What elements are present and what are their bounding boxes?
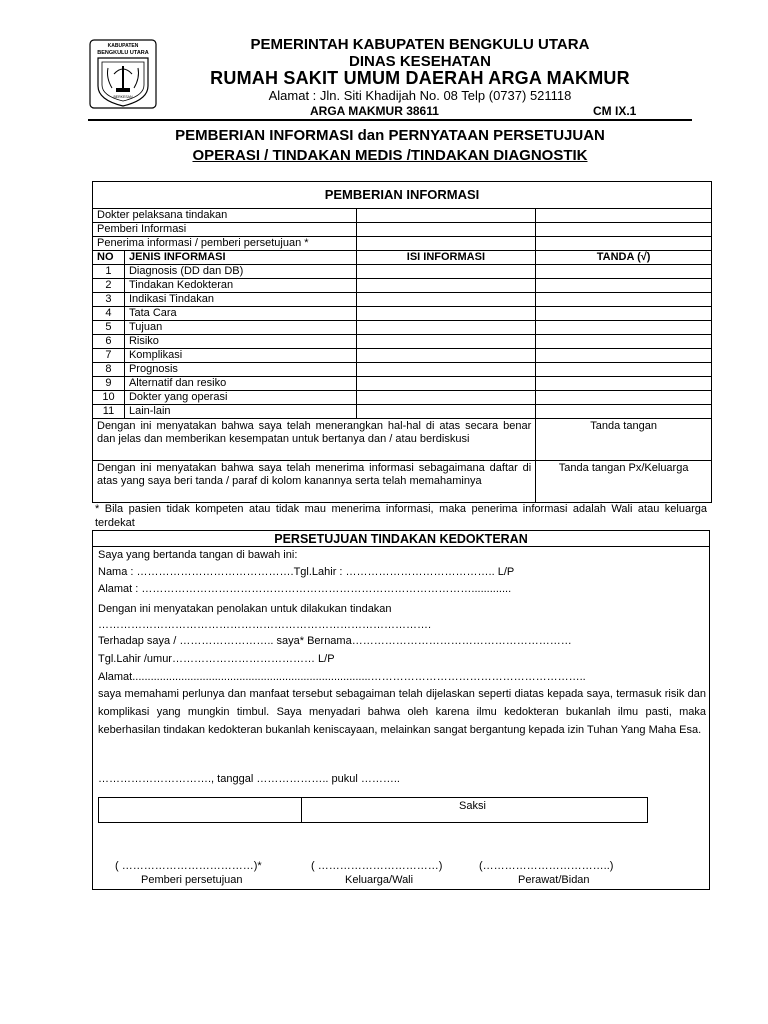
row-isi-cell[interactable] xyxy=(356,293,536,307)
header-line-2: DINAS KESEHATAN xyxy=(349,53,491,70)
table-row xyxy=(93,391,712,405)
row-number: 10 xyxy=(93,391,125,405)
address-field[interactable]: Alamat : ………………………………………………………………………………............. xyxy=(98,583,512,595)
table-row xyxy=(93,335,712,349)
row-isi-cell[interactable] xyxy=(356,307,536,321)
row-tanda-cell[interactable] xyxy=(536,377,712,391)
field-value[interactable] xyxy=(356,223,536,237)
row-label: Tujuan xyxy=(124,321,356,335)
patient-signature-label: Tanda tangan Px/Keluarga xyxy=(536,461,712,503)
document-title-2: OPERASI / TINDAKAN MEDIS /TINDAKAN DIAGNOSTIK xyxy=(192,147,588,164)
row-label: Tindakan Kedokteran xyxy=(124,279,356,293)
row-label: Risiko xyxy=(124,335,356,349)
row-isi-cell[interactable] xyxy=(356,377,536,391)
row-label: Komplikasi xyxy=(124,349,356,363)
table-row xyxy=(93,377,712,391)
column-header-tanda: TANDA (√) xyxy=(536,251,712,265)
patient-address-field[interactable]: Alamat..............................................................................………………………………………………….. xyxy=(98,671,586,683)
signature-nurse-label: Perawat/Bidan xyxy=(518,874,590,886)
row-isi-cell[interactable] xyxy=(356,335,536,349)
row-tanda-cell[interactable] xyxy=(536,391,712,405)
row-number: 6 xyxy=(93,335,125,349)
row-isi-cell[interactable] xyxy=(356,391,536,405)
row-tanda-cell[interactable] xyxy=(536,265,712,279)
row-tanda-cell[interactable] xyxy=(536,279,712,293)
row-label: Tata Cara xyxy=(124,307,356,321)
row-tanda-cell[interactable] xyxy=(536,321,712,335)
row-tanda-cell[interactable] xyxy=(536,349,712,363)
row-label: Alternatif dan resiko xyxy=(124,377,356,391)
row-label: Dokter yang operasi xyxy=(124,391,356,405)
hospital-address: Alamat : Jln. Siti Khadijah No. 08 Telp (0737) 521118 xyxy=(268,88,572,103)
table-row xyxy=(93,279,712,293)
row-tanda-cell[interactable] xyxy=(536,307,712,321)
field-label: Penerima informasi / pemberi persetujuan * xyxy=(93,237,357,251)
footnote: * Bila pasien tidak kompeten atau tidak mau menerima informasi, maka penerima informasi adalah Wali atau keluarga terdekat xyxy=(95,503,707,529)
refusal-statement: Dengan ini menyatakan penolakan untuk dilakukan tindakan xyxy=(98,603,392,615)
birthdate-field[interactable]: Tgl.Lahir /umur………………………………… L/P xyxy=(98,653,335,665)
row-isi-cell[interactable] xyxy=(356,279,536,293)
signature-family-label: Keluarga/Wali xyxy=(345,874,414,886)
row-isi-cell[interactable] xyxy=(356,321,536,335)
field-label: Dokter pelaksana tindakan xyxy=(93,209,357,223)
field-value[interactable] xyxy=(356,209,536,223)
field-label: Pemberi Informasi xyxy=(93,223,357,237)
svg-text:BERKESAN: BERKESAN xyxy=(113,95,133,99)
regency-logo-icon xyxy=(88,38,158,110)
information-table-title: PEMBERIAN INFORMASI xyxy=(93,182,712,209)
row-tanda-cell[interactable] xyxy=(536,405,712,419)
row-isi-cell[interactable] xyxy=(356,405,536,419)
row-number: 1 xyxy=(93,265,125,279)
row-number: 5 xyxy=(93,321,125,335)
svg-text:BENGKULU UTARA: BENGKULU UTARA xyxy=(97,50,149,56)
table-row xyxy=(93,405,712,419)
row-number: 4 xyxy=(93,307,125,321)
row-label: Lain-lain xyxy=(124,405,356,419)
doctor-signature-label: Tanda tangan xyxy=(536,419,712,461)
table-row xyxy=(93,307,712,321)
row-number: 7 xyxy=(93,349,125,363)
header-divider xyxy=(88,119,692,121)
information-table xyxy=(92,181,712,503)
row-number: 9 xyxy=(93,377,125,391)
signature-consenter-label: Pemberi persetujuan xyxy=(141,874,243,886)
document-title-1: PEMBERIAN INFORMASI dan PERNYATAAN PERSETUJUAN xyxy=(175,127,605,144)
table-row xyxy=(93,265,712,279)
field-sign[interactable] xyxy=(536,223,712,237)
row-label: Indikasi Tindakan xyxy=(124,293,356,307)
svg-text:KABUPATEN: KABUPATEN xyxy=(107,43,139,49)
signature-nurse[interactable]: (……………………………..) xyxy=(479,860,614,872)
row-number: 11 xyxy=(93,405,125,419)
row-number: 8 xyxy=(93,363,125,377)
consent-intro: Saya yang bertanda tangan di bawah ini: xyxy=(98,549,298,561)
row-label: Prognosis xyxy=(124,363,356,377)
signature-consenter[interactable]: ( ………………………………)* xyxy=(115,860,262,872)
hospital-city: ARGA MAKMUR 38611 xyxy=(310,104,439,118)
header-line-1: PEMERINTAH KABUPATEN BENGKULU UTARA xyxy=(250,36,590,53)
row-number: 3 xyxy=(93,293,125,307)
consent-paragraph: saya memahami perlunya dan manfaat tersebut sebagaiman telah dijelaskan seperti diatas kepada saya, termasuk risik dan komplikasi yang mungkin timbul. Saya menyadari bahwa oleh karena ilmu kedokteran bukanlah ilmu pasti, maka keberhasilan tindakan kedokteran bukanlah keniscayaan, melainkan sangat bergantung kepada izin Tuhan Yang Maha Esa. xyxy=(98,688,706,736)
date-time-field[interactable]: …………………………., tanggal ……………….. pukul ……….. xyxy=(98,773,400,785)
row-isi-cell[interactable] xyxy=(356,265,536,279)
consent-title: PERSETUJUAN TINDAKAN KEDOKTERAN xyxy=(93,531,709,547)
field-sign[interactable] xyxy=(536,209,712,223)
witness-label: Saksi xyxy=(459,800,486,812)
hospital-name: RUMAH SAKIT UMUM DAERAH ARGA MAKMUR xyxy=(210,68,630,88)
row-isi-cell[interactable] xyxy=(356,349,536,363)
doctor-statement: Dengan ini menyatakan bahwa saya telah menerangkan hal-hal di atas secara benar dan jelas dan memberikan kesempatan untuk bertanya dan / atau berdiskusi xyxy=(93,419,536,461)
patient-statement: Dengan ini menyatakan bahwa saya telah menerima informasi sebagaimana daftar di atas yang saya beri tanda / paraf di kolom kanannya serta telah memahaminya xyxy=(93,461,536,503)
column-header-isi: ISI INFORMASI xyxy=(356,251,536,265)
signature-family[interactable]: ( ……………………………) xyxy=(311,860,443,872)
witness-divider xyxy=(301,798,302,822)
column-header-jenis: JENIS INFORMASI xyxy=(124,251,356,265)
table-row xyxy=(93,321,712,335)
table-row xyxy=(93,363,712,377)
row-tanda-cell[interactable] xyxy=(536,335,712,349)
row-tanda-cell[interactable] xyxy=(536,363,712,377)
form-code: CM IX.1 xyxy=(593,104,637,118)
table-row xyxy=(93,349,712,363)
row-tanda-cell[interactable] xyxy=(536,293,712,307)
name-field[interactable]: Nama : …………………………………….Tgl.Lahir : ………………………………….. L/P xyxy=(98,566,515,578)
patient-name-field[interactable]: Terhadap saya / …………………….. saya* Bernama…………………………………………………… xyxy=(98,635,572,647)
field-sign[interactable] xyxy=(536,237,712,251)
row-number: 2 xyxy=(93,279,125,293)
row-label: Diagnosis (DD dan DB) xyxy=(124,265,356,279)
column-header-no: NO xyxy=(93,251,125,265)
table-row xyxy=(93,293,712,307)
procedure-field[interactable]: ………………………………………………………………………………. xyxy=(98,619,432,631)
field-value[interactable] xyxy=(356,237,536,251)
witness-box xyxy=(98,797,648,823)
consent-section xyxy=(92,530,710,890)
row-isi-cell[interactable] xyxy=(356,363,536,377)
